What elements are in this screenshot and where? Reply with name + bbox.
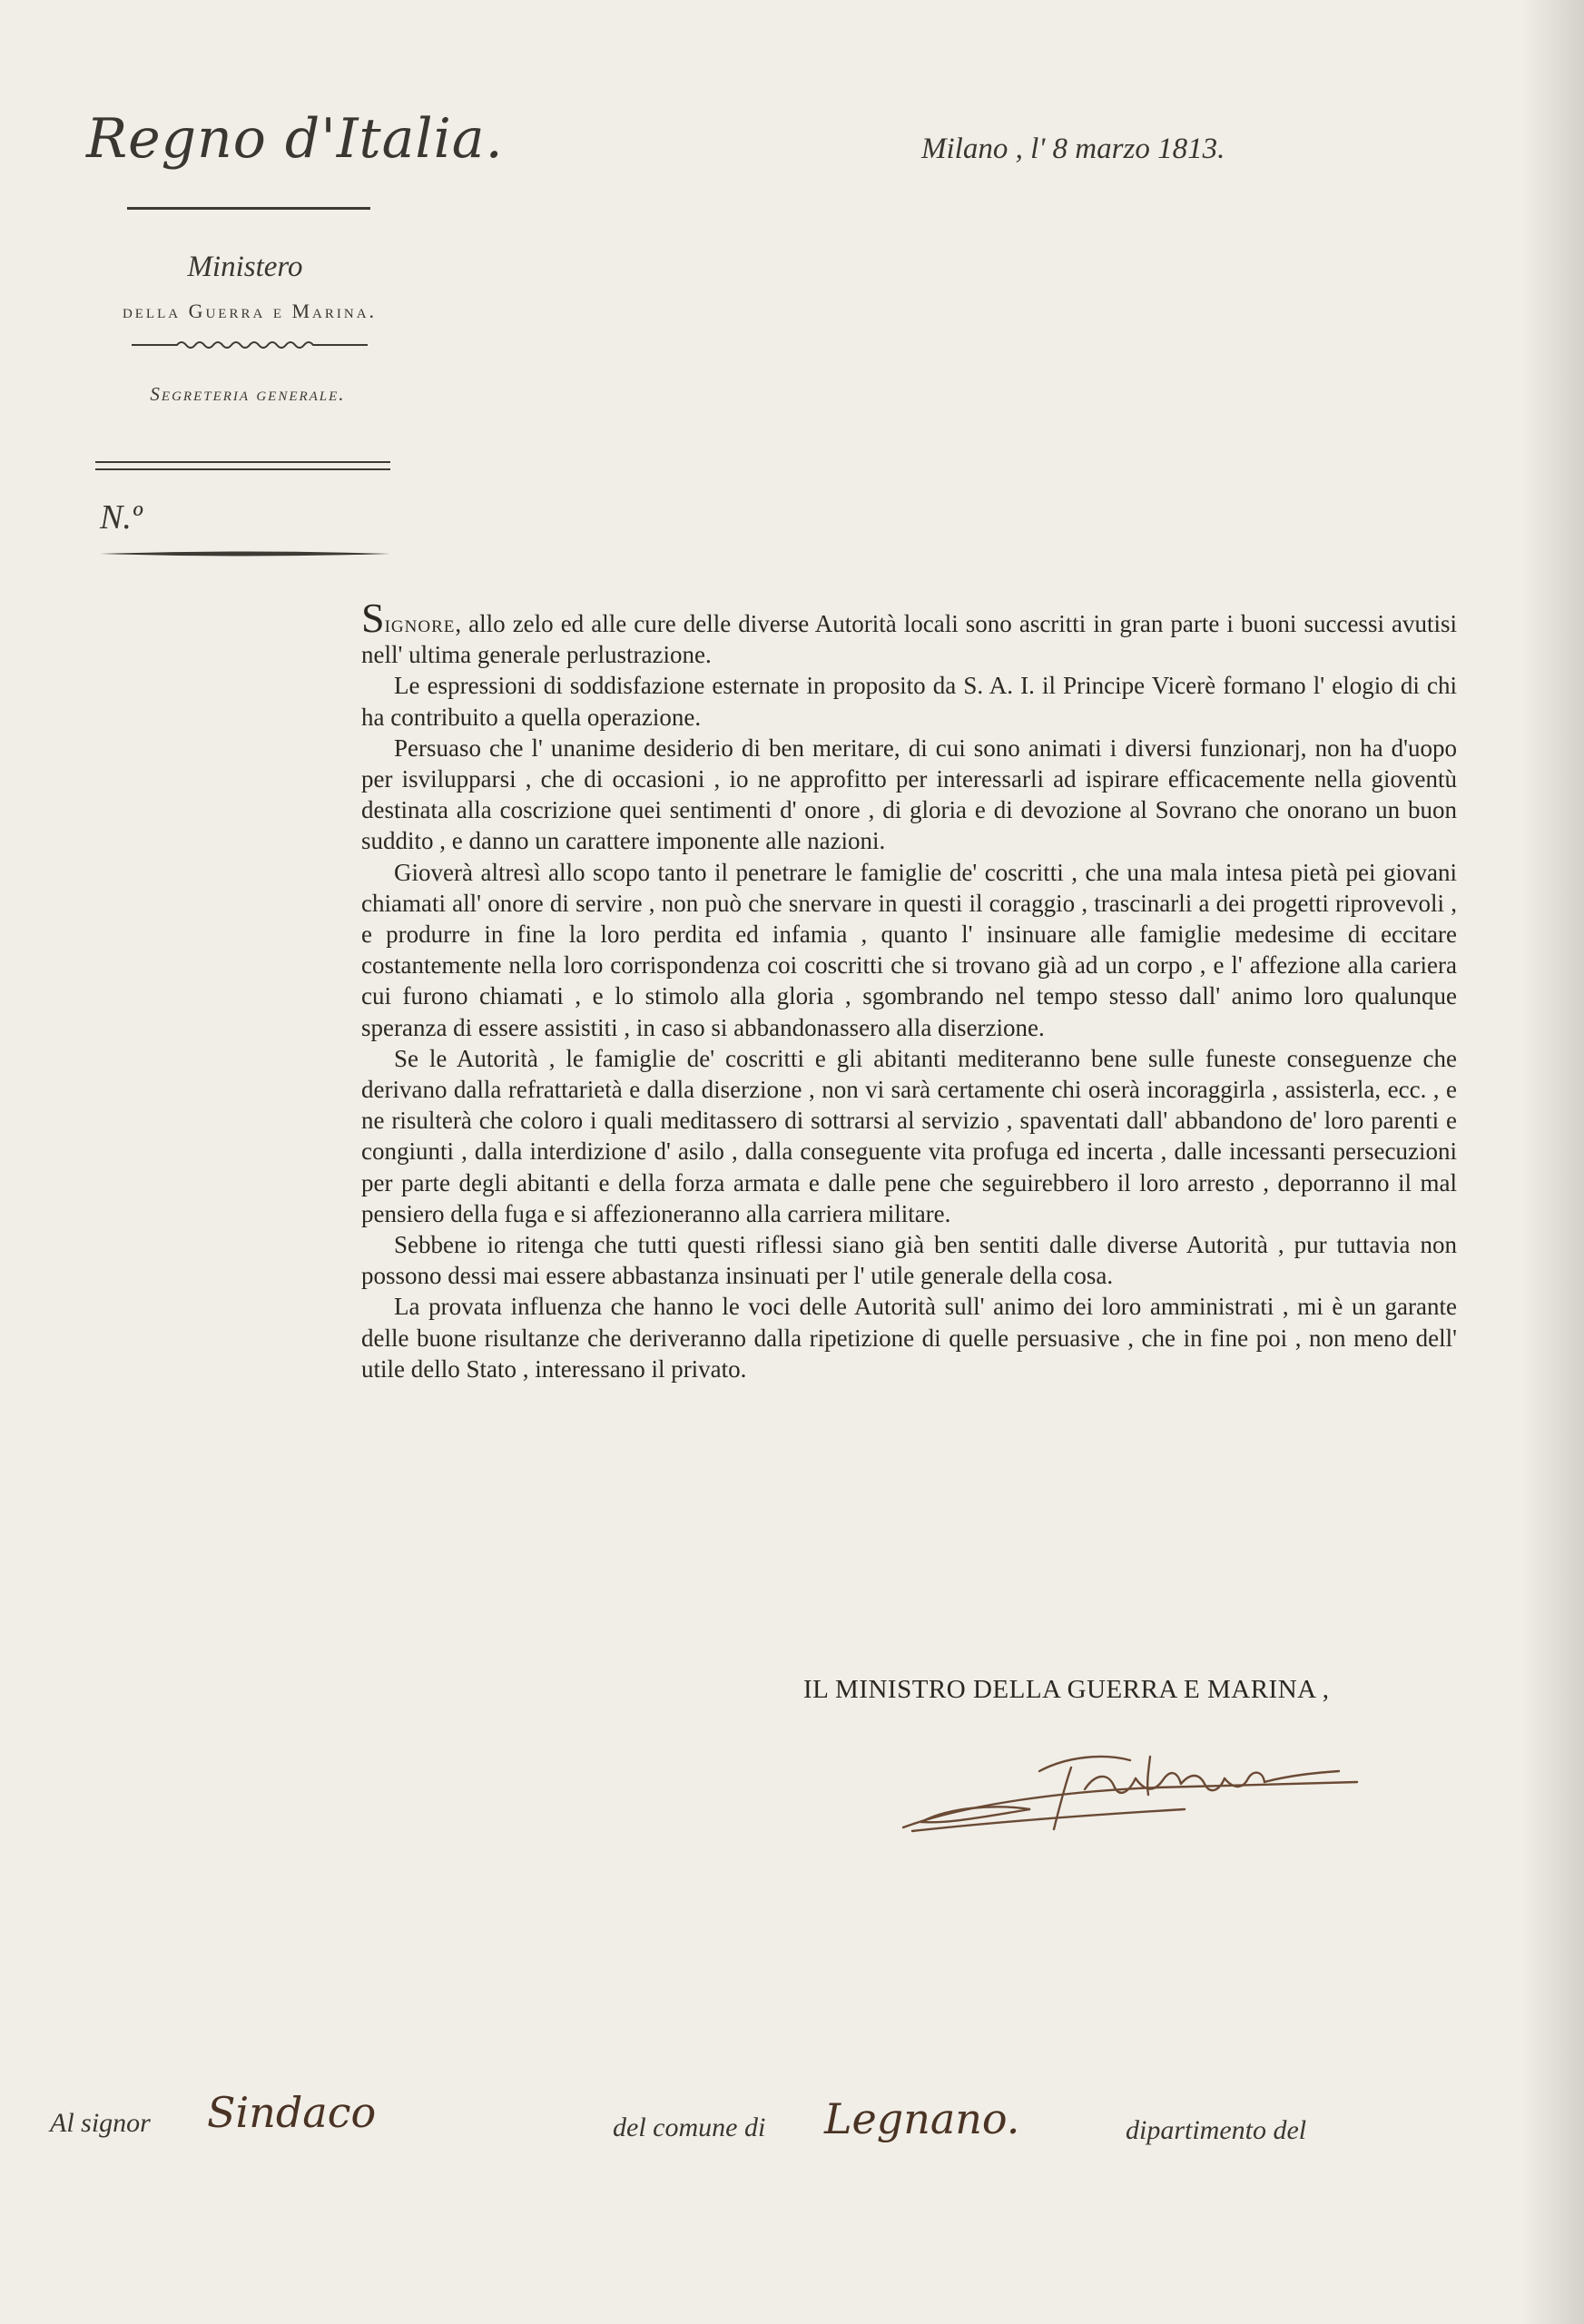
addressee-label: Al signor [50,2108,151,2138]
salutation-initial: S [361,595,385,641]
ministry-subtitle: della Guerra e Marina. [122,300,378,322]
salutation-word: ignore [384,610,456,637]
letter-body [361,595,1457,1384]
comune-label: del comune di [613,2112,766,2142]
paragraph-5: Se le Autorità , le famiglie de' coscritti e gli abitanti mediteranno bene sulle funeste conseguenze che derivano dalla refrattarietà e dalla diserzione , non vi sarà certamente chi oserà incoraggirla , assisterla, ecc. , e ne risulterà che coloro i quali meditassero di sottrarsi al servizio , spaventati dall' abbandono de' loro parenti e congiunti , dalla interdizione d' asilo , dalla conseguente vita profuga ed incerta , dalle incessanti persecuzioni per parte degli abitanti e della forza armata e dalle pene che seguirebbero il loro arresto , deporranno il mal pensiero della fuga e si affezioneranno alla carriera militare. [361,1044,1457,1227]
comune-handwritten: Legnano. [824,2094,1020,2143]
paragraph-3: Persuaso che l' unanime desiderio di ben meritare, di cui sono animati i diversi funzionarj, non ha d'uopo per isvilupparsi , che di occasioni , io ne approfitto per interessarli ad ispirare efficacemente nella gioventù destinata alla coscrizione quei sentimenti d' onore , di gloria e di devozione al Sovrano che onorano un buon suddito , e danno un carattere imponente alle nazioni. [361,734,1457,855]
place-date: Milano , l' 8 marzo 1813. [921,133,1225,165]
kingdom-heading: Regno d'Italia. [86,107,504,171]
minister-signature [885,1720,1375,1856]
double-rule-a [95,461,390,463]
ministry-title: Ministero [187,251,303,283]
minister-title: IL MINISTRO DELLA GUERRA E MARINA , [803,1675,1330,1704]
paragraph-6: Sebbene io ritenga che tutti questi riflessi siano già ben sentiti dalle diverse Autorità , pur tuttavia non possono dessi mai essere abbastanza insinuati per l' utile generale della cosa. [361,1231,1457,1290]
tapered-rule [100,550,390,557]
paragraph-1 [361,595,1457,670]
paragraph-1-text: , allo zelo ed alle cure delle diverse Autorità locali sono ascritti in gran parte i buoni successi avutisi nell' ultima generale perlustrazione. [361,610,1457,669]
protocol-number-label: N.º [100,498,143,537]
addressee-handwritten: Sindaco [207,2088,377,2137]
wave-ornament [132,336,368,354]
paragraph-2: Le espressioni di soddisfazione esternate in proposito da S. A. I. il Principe Vicerè formano l' elogio di chi ha contribuito a quella operazione. [361,672,1457,731]
letterhead-rule-top [127,207,370,210]
department-label: dipartimento del [1126,2115,1307,2145]
double-rule-b [95,468,390,470]
paragraph-7: La provata influenza che hanno le voci delle Autorità sull' animo dei loro amministrati , mi è un garante delle buone risultanze che deriveranno dalla ripetizione di quelle persuasive , che in fine poi , non meno dell' utile dello Stato , interessano il privato. [361,1293,1457,1383]
secretariat-label: Segreteria generale. [150,383,346,405]
page-edge-shadow [1520,0,1584,2324]
paragraph-4: Gioverà altresì allo scopo tanto il penetrare le famiglie de' coscritti , che una mala intesa pietà pei giovani chiamati all' onore di servire , non può che snervare in questi il coraggio , trascinarli a dei progetti riprovevoli , e produrre in fine la loro perdita ed infamia , quanto l' insinuare alle famiglie medesime di eccitare costantemente nella loro corrispondenza coi coscritti che si trovano già ad un corpo , e l' affezione alla cariera cui furono chiamati , e lo stimolo alla gloria , sgombrando nel tempo stesso dall' animo loro qualunque speranza di essere assistiti , in caso si abbandonassero alla diserzione. [361,858,1457,1041]
